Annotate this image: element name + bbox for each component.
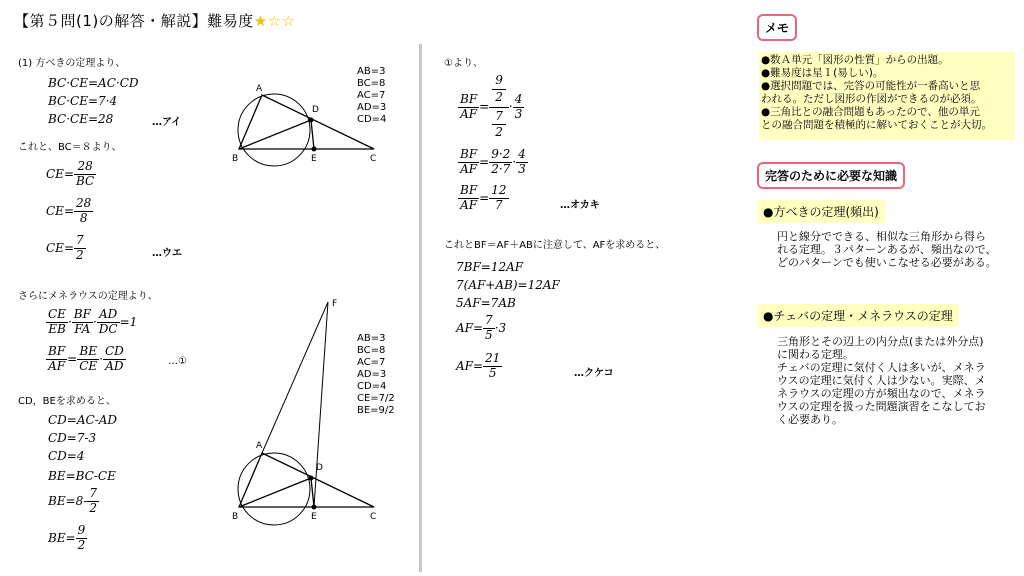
be-line: BE=BC-CE: [48, 469, 116, 483]
knowledge-item-title: ●チェバの定理・メネラウスの定理: [757, 304, 959, 327]
af-line: 7BF=12AF: [456, 260, 524, 274]
ce-equation: CE= $\frac{28}{8}$: [46, 196, 92, 225]
be-equation: BE=8- $\frac{7}{2}$: [48, 486, 97, 515]
bf-af-equation: $\frac{BF}{AF}$ = $\frac{12}{7}$: [460, 183, 507, 212]
point-label: F: [332, 299, 338, 309]
equation-ref: …①: [168, 356, 187, 367]
intro-text: (1) 方べきの定理より、: [18, 58, 126, 69]
point-label: E: [311, 512, 317, 522]
intro-text: ①より、: [444, 58, 483, 69]
bf-af-equation: $\frac{BF}{AF}$ = $\frac{9\cdot 2}{2\cdot 7}$ · $\frac{4}{3}$: [460, 147, 526, 176]
cd-line: CD=7-3: [48, 431, 97, 445]
body-text: これと、BC＝８より、: [18, 142, 122, 153]
ce-equation: CE= $\frac{7}{2}$: [46, 233, 84, 262]
point-label: E: [311, 154, 317, 164]
menelaus-equation: $\frac{CE}{EB}$ · $\frac{BF}{FA}$ · $\frac{AD}{DC}$ =1: [48, 307, 138, 336]
cd-line: CD=4: [48, 449, 85, 463]
body-text: CD，BEを求めると、: [18, 396, 116, 407]
knowledge-heading: 完答のために必要な知識: [757, 162, 905, 189]
eq-line: BC·CE=AC·CD: [48, 76, 139, 90]
af-line: 7(AF+AB)=12AF: [456, 278, 560, 292]
af-equation: AF= $\frac{7}{5}$ ·3: [456, 313, 507, 342]
af-equation: AF= $\frac{21}{5}$: [456, 351, 501, 380]
be-equation: BE= $\frac{9}{2}$: [48, 523, 86, 552]
body-text: これとBF＝AF＋ABに注意して、AFを求めると、: [444, 240, 666, 251]
memo-lines: ●数Ａ単元「図形の性質」からの出題。 ●難易度は星１(易しい)。 ●選択問題では、完答の可能性が一番高いと思 われる。ただし図形の作図ができるのが必須。 ●三角比との融合問題もあったので、他の単元 との融合問題を積極的に解いておくことが大切。: [761, 54, 992, 131]
cd-line: CD=AC-AD: [48, 413, 118, 427]
knowledge-item-title: ●方べきの定理(頻出): [757, 200, 885, 223]
point-label: A: [256, 84, 263, 94]
point-label: B: [232, 154, 239, 164]
body-text: さらにメネラウスの定理より、: [18, 291, 158, 302]
memo-heading: メモ: [757, 14, 797, 41]
column-divider: [419, 44, 422, 572]
af-line: 5AF=7AB: [456, 296, 516, 310]
difficulty-stars: ★☆☆: [253, 12, 296, 30]
given-values: AB=3 BC=8 AC=7 AD=3 CD=4: [357, 66, 387, 125]
point-label: C: [370, 512, 377, 522]
menelaus-equation: $\frac{BF}{AF}$ = $\frac{BE}{CE}$ · $\frac{CD}{AD}$: [48, 344, 124, 373]
eq-line: BC·CE=28: [48, 112, 114, 126]
point-label: D: [312, 105, 319, 115]
point-label: A: [256, 441, 263, 451]
answer-label: …アイ: [152, 117, 182, 128]
ce-equation: CE= $\frac{28}{BC}$: [46, 159, 95, 188]
point-label: B: [232, 512, 239, 522]
answer-label: …ウエ: [152, 248, 182, 259]
knowledge-item-text: 三角形とその辺上の内分点(または外分点) に関わる定理。 チェバの定理に気付く人は多いが、メネラ ウスの定理に気付く人は少ない。実際、メ ネラウスの定理の方が頻出なので、メネラ ウスの定理を扱った問題演習をこなしてお く必要あり。: [777, 335, 986, 426]
point-label: D: [316, 463, 323, 473]
bf-af-equation: $\frac{BF}{AF}$ = $\frac{\frac{9}{2}}{\frac{7}{2}}$ · $\frac{4}{3}$: [458, 72, 524, 142]
knowledge-item-text: 円と線分でできる、相似な三角形から得ら れる定理。３パターンあるが、頻出なので、 どのパターンでも使いこなせる必要がある。: [777, 230, 997, 269]
eq-line: BC·CE=7·4: [48, 94, 118, 108]
page-title: 【第５問(1)の解答・解説】難易度★☆☆: [14, 12, 296, 30]
given-values: AB=3 BC=8 AC=7 AD=3 CD=4 CE=7/2 BE=9/2: [357, 333, 395, 416]
answer-label: …クケコ: [574, 368, 614, 379]
point-label: C: [370, 154, 377, 164]
answer-label: …オカキ: [560, 200, 600, 211]
